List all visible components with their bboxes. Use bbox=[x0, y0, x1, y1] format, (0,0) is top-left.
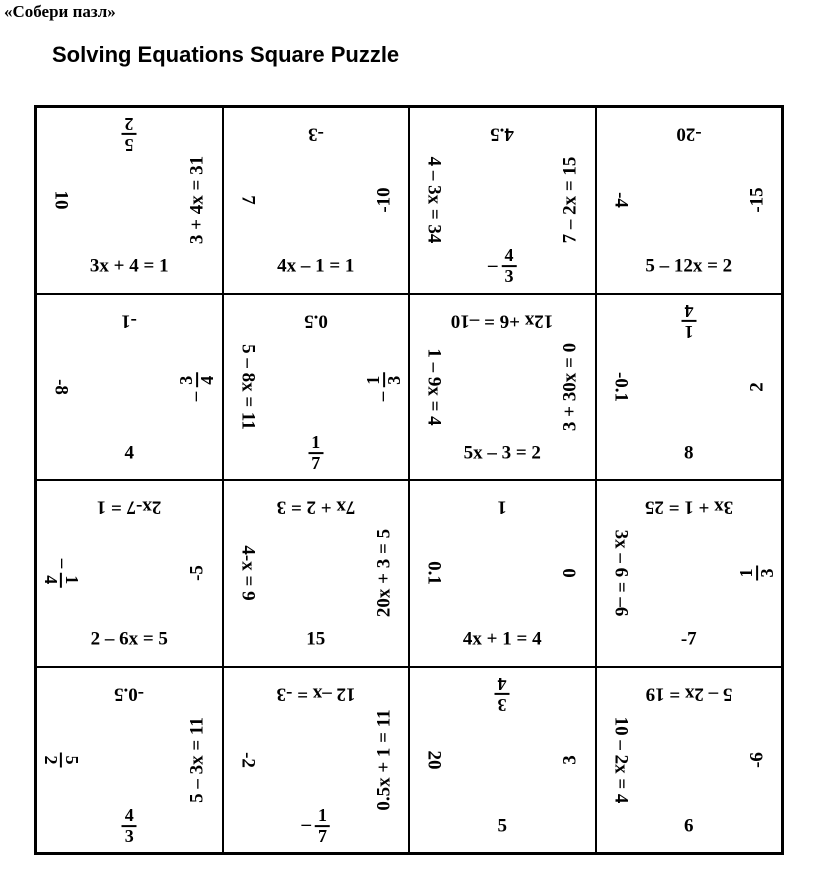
tile-label-right: 7 – 2x = 15 bbox=[559, 156, 581, 244]
tile-label-bottom: 5x – 3 = 2 bbox=[463, 442, 541, 464]
tile-label-bottom: 6 bbox=[684, 815, 694, 837]
tile-label-top: -0.5 bbox=[114, 683, 145, 705]
puzzle-tile bbox=[223, 107, 410, 294]
tile-label-top: 3x + 1 = 25 bbox=[644, 496, 733, 518]
tile-label-top: -20 bbox=[676, 123, 702, 145]
puzzle-tile bbox=[596, 294, 783, 481]
tile-label-bottom bbox=[488, 246, 517, 286]
tile-label-bottom: 4x + 1 = 4 bbox=[462, 628, 542, 650]
tile-label-right bbox=[364, 373, 404, 402]
tile-label-left: 3x – 6 = –6 bbox=[610, 529, 632, 617]
fraction-denominator: 4 bbox=[495, 674, 510, 695]
puzzle-grid bbox=[34, 105, 784, 855]
puzzle-tile bbox=[36, 107, 223, 294]
tile-label-bottom bbox=[122, 806, 137, 846]
minus-sign: – bbox=[488, 254, 498, 276]
fraction-denominator: 7 bbox=[315, 825, 330, 846]
puzzle-title: Solving Equations Square Puzzle bbox=[52, 42, 400, 67]
tile-label-left: -0.1 bbox=[610, 371, 632, 402]
fraction-numerator: 3 bbox=[176, 375, 197, 385]
fraction-denominator: 4 bbox=[681, 301, 696, 322]
fraction bbox=[122, 806, 137, 846]
fraction-numerator: 1 bbox=[684, 321, 694, 342]
tile-label-bottom: 15 bbox=[306, 628, 326, 650]
fraction-numerator: 3 bbox=[497, 694, 507, 715]
puzzle-tile bbox=[36, 667, 223, 854]
tile-label-top: 2x-7 = 1 bbox=[96, 496, 162, 518]
fraction-denominator: 3 bbox=[383, 373, 404, 388]
puzzle-tile bbox=[596, 667, 783, 854]
fraction-numerator: 1 bbox=[62, 575, 83, 585]
fraction bbox=[177, 373, 217, 388]
puzzle-tile bbox=[409, 667, 596, 854]
tile-label-bottom: 3x + 4 = 1 bbox=[89, 255, 169, 277]
puzzle-tile bbox=[409, 480, 596, 667]
tile-label-left: 10 – 2x = 4 bbox=[610, 716, 632, 804]
tile-label-right: -10 bbox=[373, 187, 395, 213]
tile-label-left: -2 bbox=[237, 751, 259, 768]
tile-label-right: -6 bbox=[746, 751, 768, 768]
fraction bbox=[495, 674, 510, 714]
fraction-numerator: 4 bbox=[124, 804, 134, 825]
tile-label-right: 0.5x + 1 = 11 bbox=[373, 709, 395, 811]
fraction-numerator: 1 bbox=[318, 804, 327, 825]
tile-label-bottom bbox=[302, 806, 331, 846]
fraction-denominator: 4 bbox=[41, 573, 62, 588]
minus-sign: – bbox=[301, 814, 311, 836]
tile-label-right: 3 + 4x = 31 bbox=[186, 156, 208, 245]
minus-sign: – bbox=[185, 391, 207, 401]
tile-label-right: 0 bbox=[559, 568, 581, 578]
tile-label-bottom: 5 – 12x = 2 bbox=[645, 255, 733, 277]
tile-label-left: 10 bbox=[50, 190, 72, 210]
puzzle-tile bbox=[409, 107, 596, 294]
tile-label-right: 20x + 3 = 5 bbox=[373, 529, 395, 618]
fraction-numerator: 4 bbox=[504, 245, 514, 266]
fraction bbox=[681, 301, 696, 341]
fraction-denominator: 2 bbox=[122, 114, 137, 135]
fraction-numerator: 5 bbox=[62, 755, 83, 765]
minus-sign: – bbox=[372, 391, 394, 401]
tile-label-top: 1 bbox=[497, 496, 507, 518]
tile-label-right: 2 bbox=[746, 382, 768, 392]
puzzle-tile bbox=[596, 107, 783, 294]
tile-label-bottom: 8 bbox=[684, 442, 694, 464]
fraction bbox=[122, 114, 137, 154]
puzzle-tile bbox=[223, 294, 410, 481]
fraction-denominator: 2 bbox=[41, 752, 62, 767]
tile-label-top bbox=[495, 674, 510, 714]
puzzle-tile bbox=[596, 480, 783, 667]
tile-label-right bbox=[737, 566, 777, 581]
puzzle-tile bbox=[409, 294, 596, 481]
puzzle-tile bbox=[36, 294, 223, 481]
tile-label-top: 7x + 2 = 3 bbox=[276, 496, 356, 518]
tile-label-left bbox=[41, 559, 81, 588]
tile-label-left: 4 – 3x = 34 bbox=[423, 156, 445, 244]
tile-label-right: -5 bbox=[186, 565, 208, 582]
tile-label-bottom: 5 bbox=[497, 815, 507, 837]
tile-label-left: -8 bbox=[50, 378, 72, 395]
fraction bbox=[315, 806, 330, 846]
fraction-denominator: 3 bbox=[122, 825, 137, 846]
fraction-denominator: 3 bbox=[502, 265, 517, 286]
tile-label-right: -15 bbox=[746, 187, 768, 213]
tile-label-top: 0.5 bbox=[303, 310, 328, 332]
minus-sign: – bbox=[51, 559, 73, 569]
tile-label-right: 5 – 3x = 11 bbox=[186, 716, 208, 803]
tile-label-bottom: 4 bbox=[124, 442, 134, 464]
tile-label-right: 3 bbox=[559, 755, 581, 765]
fraction bbox=[308, 433, 323, 473]
tile-label-bottom: 2 – 6x = 5 bbox=[90, 628, 168, 650]
tile-label-top: -3 bbox=[307, 123, 324, 145]
tile-label-left: 20 bbox=[423, 750, 445, 770]
tile-label-left: 5 – 8x = 11 bbox=[237, 343, 259, 430]
fraction-numerator: 5 bbox=[124, 135, 134, 156]
fraction-numerator: 1 bbox=[362, 375, 383, 385]
tile-label-top: 5 – 2x = 19 bbox=[645, 683, 733, 705]
tile-label-top: 4.5 bbox=[490, 123, 515, 145]
tile-label-left: 1 – 9x = 4 bbox=[423, 348, 445, 426]
tile-label-bottom: 4x – 1 = 1 bbox=[277, 255, 355, 277]
tile-label-top bbox=[122, 114, 137, 154]
fraction bbox=[737, 566, 777, 581]
puzzle-tile bbox=[36, 480, 223, 667]
tile-label-right bbox=[177, 373, 217, 402]
tile-label-left bbox=[41, 752, 81, 767]
fraction-numerator: 1 bbox=[311, 431, 321, 452]
tile-label-left: 0.1 bbox=[423, 561, 445, 586]
fraction bbox=[41, 573, 81, 588]
tile-label-right: 3 + 30x = 0 bbox=[559, 342, 581, 431]
tile-label-top: -1 bbox=[121, 310, 138, 332]
fraction-numerator: 1 bbox=[735, 568, 756, 578]
tile-label-left: -4 bbox=[610, 192, 632, 209]
tile-label-top: 12 –x = -3 bbox=[276, 683, 356, 705]
tile-label-left: 4-x = 9 bbox=[237, 545, 259, 601]
fraction-denominator: 4 bbox=[196, 373, 217, 388]
fraction-denominator: 3 bbox=[756, 566, 777, 581]
puzzle-tile bbox=[223, 667, 410, 854]
fraction-denominator: 7 bbox=[308, 452, 323, 473]
fraction bbox=[502, 246, 517, 286]
tile-label-top bbox=[681, 301, 696, 341]
tile-label-top: 12x +6 = –10 bbox=[451, 310, 554, 332]
tile-label-bottom: -7 bbox=[680, 628, 697, 650]
tile-label-bottom bbox=[308, 433, 323, 473]
fraction bbox=[364, 373, 404, 388]
tile-label-left: 7 bbox=[237, 195, 259, 205]
fraction bbox=[41, 752, 81, 767]
puzzle-tile bbox=[223, 480, 410, 667]
page-heading: «Собери пазл» bbox=[4, 2, 116, 21]
